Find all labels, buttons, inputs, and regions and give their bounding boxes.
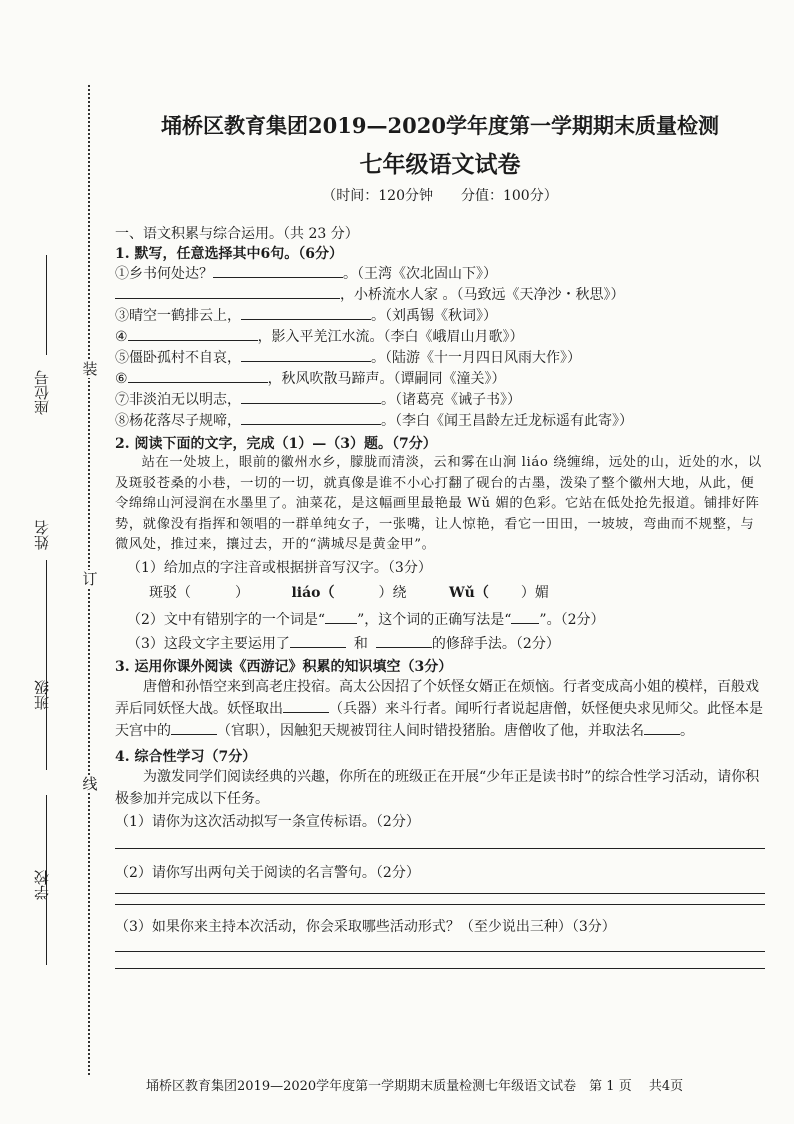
q4-answer-line-4[interactable] <box>115 951 765 952</box>
q2-passage: 站在一处坡上，眼前的徽州水乡，朦胧而清淡，云和雾在山涧 liáo 绕缠绵，远处的山，近处的水，以及斑驳苍桑的小巷，一切的一切，就真像是谁不小心打翻了砚台的古墨，泼染了整个徽州大地，从此，便令绵绵山河浸润在水墨里了。油菜花，是这幅画里最艳最 Wǔ 媚的色彩。它站在低处抢先报道。铺排好阵势，就像没有指挥和领唱的一群单纯女子，一张嘴，让人惊艳，看它一田田，一坡坡，弯曲而不规整，与微风处，推过来，攘过去，开的“满城尽是黄金甲”。 <box>115 455 762 552</box>
q1-blank-4[interactable] <box>128 326 258 341</box>
q2-sub3: （3）这段文字主要运用了 和 的修辞手法。（2分） <box>115 632 765 656</box>
q1-blank-6[interactable] <box>128 368 268 383</box>
exam-subtitle: 七年级语文试卷 <box>359 151 521 178</box>
q4-intro: 为激发同学们阅读经典的兴趣，你所在的班级正在开展“少年正是读书时”的综合性学习活动，请你积极参加并完成以下任务。 <box>115 768 760 807</box>
school-label: 学校 <box>33 870 51 900</box>
q2-sub1: （1）给加点的字注音或根据拼音写汉字。（3分） <box>127 559 432 576</box>
q4-heading: 4. 综合性学习（7分） <box>115 748 257 765</box>
school-field[interactable] <box>26 795 56 1005</box>
page-footer: 埇桥区教育集团2019—2020学年度第一学期期末质量检测七年级语文试卷 第 1 页 共4页 <box>146 1079 684 1094</box>
q4-answer-line-3[interactable] <box>115 904 765 905</box>
q1-line-1: ①乡书何处达？ 。（王湾《次北固山下》） <box>115 263 765 284</box>
q4-answer-line-2[interactable] <box>115 893 765 894</box>
exam-title: 埇桥区教育集团2019—2020学年度第一学期期末质量检测 <box>161 113 719 138</box>
q4-answer-line-1[interactable] <box>115 848 765 849</box>
exam-page <box>115 110 765 969</box>
q4-sub3: （3）如果你来主持本次活动，你会采取哪些活动形式？（至少说出三种）（3分） <box>115 918 616 935</box>
q1-line-2: ，小桥流水人家 。（马致远《天净沙・秋思》） <box>115 284 765 305</box>
seat-number-label: 座位号 <box>33 370 51 415</box>
section1-heading: 一、语文积累与综合运用。（共 23 分） <box>115 226 359 242</box>
q1-line-6: ⑥ ，秋风吹散马蹄声。（谭嗣同《潼关》） <box>115 368 765 389</box>
q1-blank-3[interactable] <box>241 305 371 320</box>
q1-blank-2[interactable] <box>115 284 340 299</box>
q1-line-7: ⑦非淡泊无以明志， 。（诸葛亮《诫子书》） <box>115 389 765 410</box>
q4-answer-line-5[interactable] <box>115 968 765 969</box>
q1-line-3: ③晴空一鹤排云上， 。（刘禹锡《秋词》） <box>115 305 765 326</box>
q3-blank-weapon[interactable] <box>283 698 329 713</box>
name-label: 姓名 <box>33 520 51 550</box>
q1-blank-7[interactable] <box>241 389 381 404</box>
q3-blank-name[interactable] <box>644 720 680 735</box>
q2-blank-wrong-word[interactable] <box>325 609 357 624</box>
binding-char-zhuang: 装 <box>82 360 98 378</box>
q2-blank-rhetoric-2[interactable] <box>376 633 432 648</box>
q3-heading: 3. 运用你课外阅读《西游记》积累的知识填空（3分） <box>115 658 453 675</box>
q1-blank-5[interactable] <box>241 347 371 362</box>
class-label: 班级 <box>33 680 51 710</box>
q1-heading: 1. 默写，任意选择其中6句。（6分） <box>115 246 343 262</box>
q2-blank-correct-word[interactable] <box>511 609 539 624</box>
q2-heading: 2. 阅读下面的文字，完成（1）—（3）题。（7分） <box>115 436 437 452</box>
q3-blank-title[interactable] <box>171 720 217 735</box>
q2-blank-rhetoric-1[interactable] <box>290 633 346 648</box>
q4-sub1: （1）请你为这次活动拟写一条宣传标语。（2分） <box>115 813 420 830</box>
q3-paragraph: 唐僧和孙悟空来到高老庄投宿。高太公因招了个妖怪女婿正在烦恼。行者变成高小姐的模样，百般戏弄后同妖怪大战。妖怪取出 （兵器）来斗行者。闻听行者说起唐僧，妖怪便央求见师父。此怪本是天宫中的 （官职），因触犯天规被罚往人间时错投猪胎。唐僧收了他，并取法名 。 <box>115 678 763 739</box>
q1-blank-1[interactable] <box>213 263 343 278</box>
name-field[interactable] <box>26 470 56 680</box>
q4-sub2: （2）请你写出两句关于阅读的名言警句。（2分） <box>115 864 420 881</box>
seat-number-field[interactable] <box>26 255 56 465</box>
binding-char-ding: 订 <box>82 570 98 588</box>
time-score-info: （时间：120分钟 分值：100分） <box>322 188 558 204</box>
q1-blank-8[interactable] <box>241 410 381 425</box>
binding-char-xian: 线 <box>82 775 98 793</box>
q2-sub2: （2）文中有错别字的一个词是“ ”，这个词的正确写法是“ ”。（2分） <box>115 608 765 632</box>
q1-line-4: ④ ，影入平羌江水流。（李白《峨眉山月歌》） <box>115 326 765 347</box>
q1-line-8: ⑧杨花落尽子规啼， 。（李白《闻王昌龄左迁龙标遥有此寄》） <box>115 410 765 431</box>
q2-phonetic-row: 斑驳（ ） liáo（ ）绕 Wǔ（ ）媚 <box>149 584 549 601</box>
q1-line-5: ⑤僵卧孤村不自哀， 。（陆游《十一月四日风雨大作》） <box>115 347 765 368</box>
